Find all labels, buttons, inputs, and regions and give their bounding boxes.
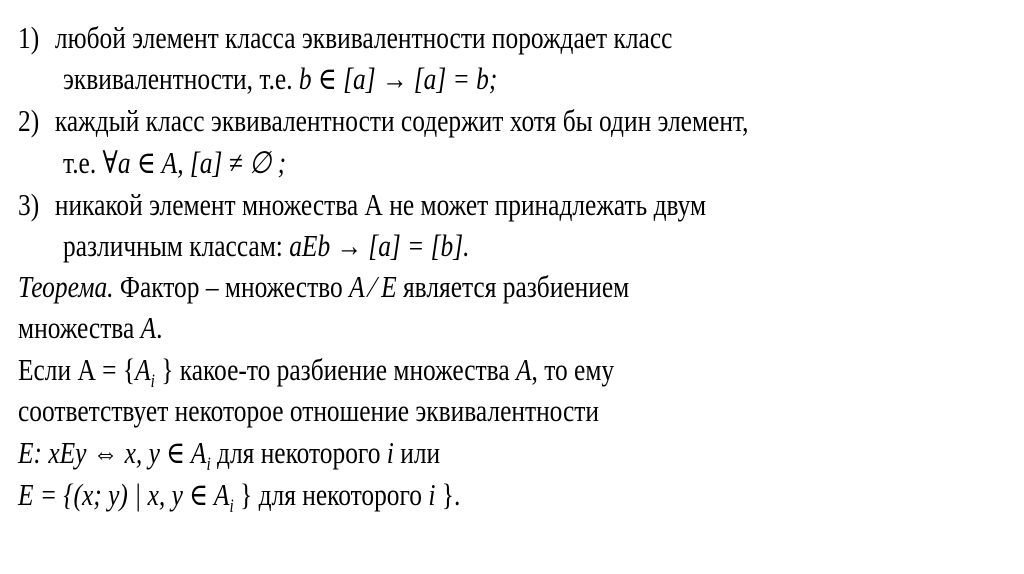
- item-text: т.е.: [63, 145, 103, 180]
- list-item-2: [18, 101, 748, 141]
- partition-line-3: [18, 433, 441, 476]
- list-item-3: [18, 185, 706, 225]
- theorem-text: .: [156, 310, 163, 345]
- math-subscript: i: [206, 454, 211, 476]
- item-text: никакой элемент множества А не может принадлежать двум: [54, 187, 707, 222]
- item-text: эквивалентности, т.е.: [63, 61, 299, 96]
- math-subscript: i: [229, 496, 234, 518]
- math-formula: b ∈ [a] → [a] = b;: [298, 61, 498, 96]
- paragraph-text: }.: [435, 477, 461, 512]
- paragraph-text: соответствует некоторое отношение эквивалентности: [18, 393, 600, 428]
- paragraph-text: для некоторого: [210, 435, 387, 470]
- item-text: любой элемент класса эквивалентности порождает класс: [54, 20, 673, 55]
- list-item-3-continuation: [63, 226, 470, 266]
- partition-line-2: [18, 391, 599, 431]
- item-number: 3): [18, 187, 40, 222]
- math-formula: E = {(x; y) | x, y ∈ A: [18, 477, 230, 512]
- list-item-1: [18, 18, 672, 58]
- math-formula: ∀a ∈ A, [a] ≠ ∅ ;: [102, 145, 287, 180]
- math-formula: A: [515, 352, 532, 387]
- partition-line-4: [18, 475, 461, 518]
- math-variable: i: [386, 435, 394, 470]
- list-item-2-continuation: [63, 143, 286, 183]
- item-text: различным классам:: [63, 228, 290, 263]
- item-number: 2): [18, 103, 40, 138]
- math-formula: A: [140, 310, 157, 345]
- theorem-text: Фактор – множество: [113, 269, 350, 304]
- math-formula: E: xEy ⇔ x, y ∈ A: [18, 435, 207, 470]
- math-formula: aEb → [a] = [b].: [289, 228, 470, 263]
- paragraph-text: или: [393, 435, 441, 470]
- item-number: 1): [18, 20, 40, 55]
- math-variable: i: [428, 477, 436, 512]
- math-formula: A ⁄ E: [349, 269, 397, 304]
- math-subscript: i: [150, 371, 155, 393]
- theorem-label: Теорема.: [18, 269, 114, 304]
- paragraph-text: Если А = {: [18, 352, 136, 387]
- item-text: каждый класс эквивалентности содержит хотя бы один элемент,: [54, 103, 749, 138]
- theorem-text: множества: [18, 310, 141, 345]
- math-formula: A: [135, 352, 151, 387]
- paragraph-text: } для некоторого: [233, 477, 429, 512]
- paragraph-text: } какое-то разбиение множества: [154, 352, 516, 387]
- theorem-line-1: [18, 267, 629, 307]
- theorem-text: является разбиением: [396, 269, 630, 304]
- partition-line-1: [18, 350, 615, 393]
- paragraph-text: , то ему: [531, 352, 615, 387]
- theorem-line-2: [18, 308, 162, 348]
- list-item-1-continuation: [63, 59, 497, 99]
